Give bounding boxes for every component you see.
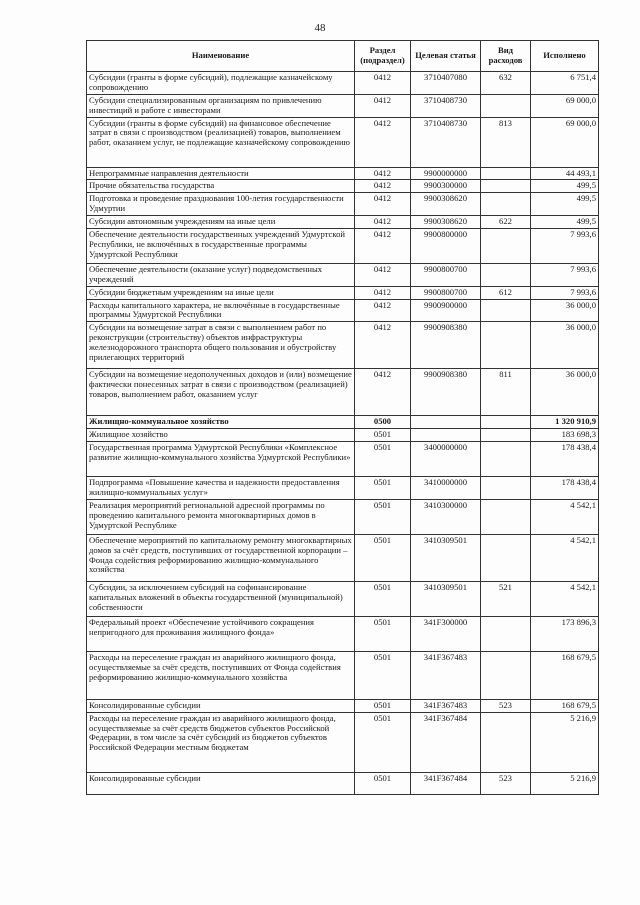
cell-amount: 178 438,4	[531, 477, 599, 500]
cell-kind	[481, 429, 531, 442]
cell-section: 0412	[355, 72, 411, 95]
cell-name: Субсидии автономным учреждениям на иные цели	[87, 216, 355, 229]
budget-table	[86, 40, 599, 795]
cell-target: 3710408730	[411, 117, 481, 167]
cell-kind	[481, 299, 531, 322]
cell-amount: 7 993,6	[531, 286, 599, 299]
cell-target: 9900308620	[411, 193, 481, 216]
table-row	[87, 216, 599, 229]
cell-target: 9900800700	[411, 263, 481, 286]
cell-name: Обеспечение мероприятий по капитальному ремонту многоквартирных домов за счёт средств, поступивших от государственной корпорации – Фонда содействия реформированию жилищно-коммунального хозяйства	[87, 534, 355, 581]
cell-kind: 813	[481, 117, 531, 167]
cell-kind	[481, 322, 531, 369]
cell-amount: 69 000,0	[531, 94, 599, 117]
cell-section: 0412	[355, 180, 411, 193]
cell-amount: 5 216,9	[531, 712, 599, 772]
cell-name: Субсидии (гранты в форме субсидий) на финансовое обеспечение затрат в связи с производством (реализацией) товаров, выполнением работ, оказанием услуг, не подлежащие казначейскому сопровождению	[87, 117, 355, 167]
table-row	[87, 416, 599, 429]
cell-kind: 632	[481, 72, 531, 95]
cell-section: 0501	[355, 429, 411, 442]
cell-target: 3410300000	[411, 499, 481, 534]
cell-amount: 69 000,0	[531, 117, 599, 167]
cell-amount: 4 542,1	[531, 581, 599, 616]
cell-section: 0501	[355, 699, 411, 712]
cell-name: Обеспечение деятельности (оказание услуг) подведомственных учреждений	[87, 263, 355, 286]
cell-section: 0412	[355, 216, 411, 229]
cell-name: Жилищно-коммунальное хозяйство	[87, 416, 355, 429]
cell-amount: 36 000,0	[531, 299, 599, 322]
cell-target: 9900308620	[411, 216, 481, 229]
cell-name: Государственная программа Удмуртской Республики «Комплексное развитие жилищно-коммунального хозяйства Удмуртской Республики»	[87, 442, 355, 477]
cell-amount: 499,5	[531, 180, 599, 193]
cell-name: Субсидии специализированным организациям по привлечению инвестиций и работе с инвесторами	[87, 94, 355, 117]
cell-target: 3400000000	[411, 442, 481, 477]
cell-section: 0501	[355, 477, 411, 500]
table-row	[87, 286, 599, 299]
cell-kind	[481, 712, 531, 772]
cell-name: Расходы на переселение граждан из аварийного жилищного фонда, осуществляемые за счёт средств, поступивших от Фонда содействия реформированию жилищно-коммунального хозяйства	[87, 651, 355, 699]
cell-section: 0412	[355, 193, 411, 216]
cell-amount: 7 993,6	[531, 263, 599, 286]
table-row	[87, 616, 599, 651]
header-kind: Вид расходов	[481, 41, 531, 72]
cell-name: Расходы капитального характера, не включённые в государственные программы Удмуртской Республики	[87, 299, 355, 322]
table-row	[87, 651, 599, 699]
cell-kind	[481, 651, 531, 699]
cell-section: 0501	[355, 534, 411, 581]
table-row	[87, 117, 599, 167]
cell-kind	[481, 94, 531, 117]
table-row	[87, 534, 599, 581]
cell-amount: 4 542,1	[531, 534, 599, 581]
cell-kind	[481, 167, 531, 180]
cell-kind	[481, 180, 531, 193]
cell-section: 0412	[355, 322, 411, 369]
table-row	[87, 72, 599, 95]
cell-amount: 499,5	[531, 216, 599, 229]
cell-kind: 811	[481, 369, 531, 416]
cell-target: 9900800000	[411, 228, 481, 263]
cell-section: 0501	[355, 442, 411, 477]
cell-amount: 6 751,4	[531, 72, 599, 95]
cell-section: 0412	[355, 94, 411, 117]
cell-name: Федеральный проект «Обеспечение устойчивого сокращения непригодного для проживания жилищного фонда»	[87, 616, 355, 651]
cell-target: 3710408730	[411, 94, 481, 117]
cell-section: 0412	[355, 228, 411, 263]
cell-section: 0412	[355, 263, 411, 286]
cell-kind: 622	[481, 216, 531, 229]
cell-section: 0412	[355, 167, 411, 180]
cell-section: 0412	[355, 299, 411, 322]
table-row	[87, 429, 599, 442]
cell-kind: 521	[481, 581, 531, 616]
cell-name: Обеспечение деятельности государственных учреждений Удмуртской Республики, не включённых в государственные программы Удмуртской Республики	[87, 228, 355, 263]
cell-target: 3710407080	[411, 72, 481, 95]
cell-target	[411, 416, 481, 429]
header-target: Целевая статья	[411, 41, 481, 72]
table-row	[87, 228, 599, 263]
cell-target: 3410309501	[411, 581, 481, 616]
cell-section: 0501	[355, 499, 411, 534]
table-row	[87, 581, 599, 616]
cell-kind	[481, 228, 531, 263]
table-row	[87, 193, 599, 216]
cell-section: 0500	[355, 416, 411, 429]
cell-kind	[481, 477, 531, 500]
cell-target: 9900300000	[411, 180, 481, 193]
cell-name: Непрограммные направления деятельности	[87, 167, 355, 180]
cell-kind	[481, 416, 531, 429]
cell-target: 9900908380	[411, 369, 481, 416]
cell-name: Жилищное хозяйство	[87, 429, 355, 442]
cell-kind	[481, 534, 531, 581]
cell-amount: 1 320 910,9	[531, 416, 599, 429]
table-row	[87, 322, 599, 369]
cell-amount: 44 493,1	[531, 167, 599, 180]
table-row	[87, 712, 599, 772]
cell-kind	[481, 499, 531, 534]
table-row	[87, 477, 599, 500]
cell-target: 341F300000	[411, 616, 481, 651]
cell-amount: 168 679,5	[531, 699, 599, 712]
cell-target: 341F367484	[411, 772, 481, 794]
table-body	[87, 72, 599, 795]
cell-name: Субсидии, за исключением субсидий на софинансирование капитальных вложений в объекты государственной (муниципальной) собственности	[87, 581, 355, 616]
cell-name: Субсидии на возмещение недополученных доходов и (или) возмещение фактически понесенных затрат в связи с производством (реализацией) товаров, выполнением работ, оказанием услуг	[87, 369, 355, 416]
cell-target: 9900908380	[411, 322, 481, 369]
cell-section: 0501	[355, 581, 411, 616]
header-name: Наименование	[87, 41, 355, 72]
cell-kind: 523	[481, 772, 531, 794]
page-number: 48	[314, 22, 326, 34]
cell-section: 0412	[355, 369, 411, 416]
cell-amount: 183 698,3	[531, 429, 599, 442]
table-row	[87, 442, 599, 477]
cell-amount: 5 216,9	[531, 772, 599, 794]
header-amount: Исполнено	[531, 41, 599, 72]
cell-target: 3410000000	[411, 477, 481, 500]
cell-target: 341F367483	[411, 699, 481, 712]
cell-target: 9900000000	[411, 167, 481, 180]
table-row	[87, 499, 599, 534]
header-section: Раздел (подраздел)	[355, 41, 411, 72]
cell-target: 9900800700	[411, 286, 481, 299]
table-row	[87, 263, 599, 286]
cell-section: 0501	[355, 772, 411, 794]
cell-name: Расходы на переселение граждан из аварийного жилищного фонда, осуществляемые за счёт средств бюджетов субъектов Российской Федерации, в том числе за счёт субсидий из бюджетов субъектов Российской Федерации местным бюджетам	[87, 712, 355, 772]
table-header-row	[87, 41, 599, 72]
cell-kind	[481, 616, 531, 651]
table-row	[87, 772, 599, 794]
cell-kind	[481, 193, 531, 216]
cell-target: 3410309501	[411, 534, 481, 581]
cell-amount: 173 896,3	[531, 616, 599, 651]
cell-name: Подпрограмма «Повышение качества и надежности предоставления жилищно-коммунальных услуг»	[87, 477, 355, 500]
cell-section: 0501	[355, 616, 411, 651]
table-row	[87, 299, 599, 322]
cell-name: Субсидии бюджетным учреждениям на иные цели	[87, 286, 355, 299]
cell-target: 9900900000	[411, 299, 481, 322]
cell-amount: 178 438,4	[531, 442, 599, 477]
cell-name: Подготовка и проведение празднования 100-летия государственности Удмуртии	[87, 193, 355, 216]
cell-section: 0501	[355, 712, 411, 772]
table-row	[87, 167, 599, 180]
cell-section: 0412	[355, 117, 411, 167]
cell-amount: 499,5	[531, 193, 599, 216]
cell-amount: 168 679,5	[531, 651, 599, 699]
cell-kind	[481, 442, 531, 477]
cell-amount: 4 542,1	[531, 499, 599, 534]
cell-name: Субсидии на возмещение затрат в связи с выполнением работ по реконструкции (строительству) объектов инфраструктуры железнодорожного транспорта общего пользования и обустройству прилегающих территорий	[87, 322, 355, 369]
cell-target: 341F367483	[411, 651, 481, 699]
cell-name: Реализация мероприятий региональной адресной программы по проведению капитального ремонта многоквартирных домов в Удмуртской Республике	[87, 499, 355, 534]
cell-kind	[481, 263, 531, 286]
cell-target	[411, 429, 481, 442]
cell-kind: 612	[481, 286, 531, 299]
cell-name: Консолидированные субсидии	[87, 772, 355, 794]
cell-name: Консолидированные субсидии	[87, 699, 355, 712]
cell-kind: 523	[481, 699, 531, 712]
cell-amount: 36 000,0	[531, 369, 599, 416]
cell-section: 0412	[355, 286, 411, 299]
cell-amount: 36 000,0	[531, 322, 599, 369]
cell-target: 341F367484	[411, 712, 481, 772]
cell-name: Субсидии (гранты в форме субсидий), подлежащие казначейскому сопровождению	[87, 72, 355, 95]
table-row	[87, 699, 599, 712]
cell-amount: 7 993,6	[531, 228, 599, 263]
cell-name: Прочие обязательства государства	[87, 180, 355, 193]
table-row	[87, 369, 599, 416]
table-row	[87, 180, 599, 193]
cell-section: 0501	[355, 651, 411, 699]
table-row	[87, 94, 599, 117]
